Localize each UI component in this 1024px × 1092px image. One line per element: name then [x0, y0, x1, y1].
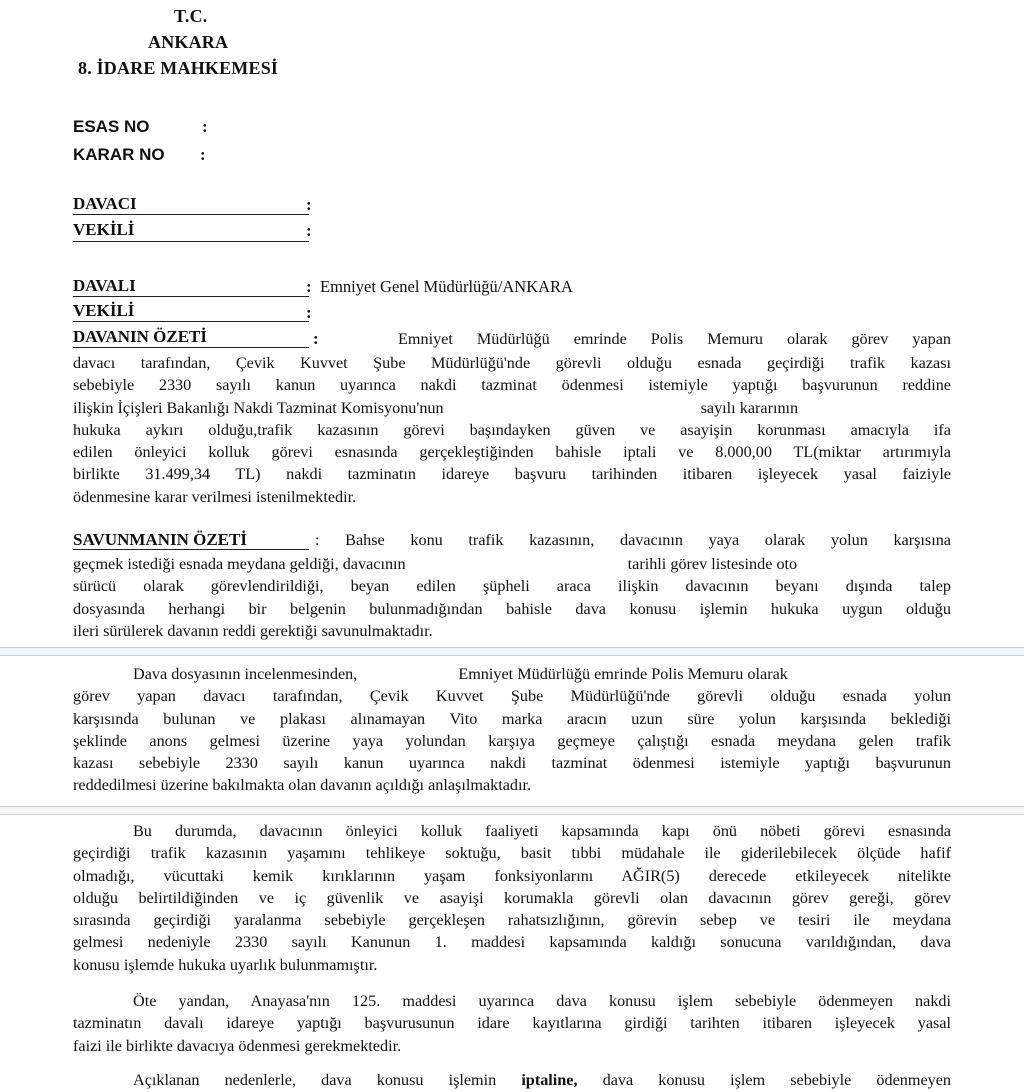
esas-no-colon: : — [202, 117, 208, 136]
defense-line: ileri sürülerek davanın reddi gerektiği savunulmaktadır. — [73, 621, 433, 640]
davaci-label: DAVACI — [73, 194, 137, 213]
summary-line: sebebiyle 2330 sayılı kanun uyarınca nakdi tazminat ödenmesi istemiyle yaptığı başvurunun reddine — [73, 376, 951, 395]
conclusion-bold: iptaline, — [521, 1071, 578, 1089]
davaci-underline — [73, 214, 309, 215]
page-separator — [0, 806, 1024, 815]
review-body — [73, 663, 951, 797]
interest-line: faizi ile birlikte davacıya ödenmesi gerekmektedir. — [73, 1036, 402, 1055]
defense-label: SAVUNMANIN ÖZETİ — [73, 530, 247, 549]
review-line-part: Emniyet Müdürlüğü emrinde Polis Memuru olarak — [458, 665, 788, 683]
reasoning-line: sırasında geçirdiği yaralanma sebebiyle gerçekleşen rahatsızlığının, görevin sebep ve tesiri ile meydana — [73, 911, 951, 930]
vekili-underline — [73, 241, 309, 242]
summary-body — [73, 352, 951, 508]
conclusion-post: dava konusu işlem sebebiyle ödenmeyen — [602, 1071, 952, 1089]
davaci-colon: : — [306, 195, 312, 214]
court-name: 8. İDARE MAHKEMESİ — [78, 58, 279, 78]
interest-body — [73, 990, 951, 1057]
defense-line-with-gap — [73, 553, 951, 575]
conclusion-body — [73, 1069, 951, 1091]
header-city: ANKARA — [148, 32, 229, 52]
summary-line-part: ilişkin İçişleri Bakanlığı Nakdi Tazminat Komisyonu'nun — [73, 398, 444, 417]
defense-first-line: : Bahse konu trafik kazasının, davacının yaya olarak yolun karşısına — [315, 531, 951, 549]
interest-line: Öte yandan, Anayasa'nın 125. maddesi uyarınca dava konusu işlem sebebiyle ödenmeyen nakdi — [133, 992, 951, 1010]
vekili-colon: : — [306, 221, 312, 240]
summary-line: ödenmesine karar verilmesi istenilmektedir. — [73, 487, 357, 506]
reasoning-line: Bu durumda, davacının önleyici kolluk faaliyeti kapsamında kapı önü nöbeti görevi esnasında — [133, 822, 951, 840]
reasoning-line: gelmesi nedeniyle 2330 sayılı Kanunun 1. maddesi kapsamında kaldığı sonucuna varıldığından, dava — [73, 933, 951, 952]
vekili-label: VEKİLİ — [73, 220, 135, 239]
review-line: görev yapan davacı tarafından, Çevik Kuvvet Şube Müdürlüğü'nde görevli olduğu esnada yolun — [73, 687, 951, 706]
review-line: kazası sebebiyle 2330 sayılı kanun uyarınca nakdi tazminat ödenmesi istemiyle yaptığı başvurunun — [73, 754, 951, 773]
summary-line-part: sayılı kararının — [700, 398, 799, 417]
summary-line-with-gap — [73, 397, 951, 419]
summary-line: edilen önleyici kolluk görevi esnasında gerçekleştiğinden bahisle iptali ve 8.000,00 TL(miktar artırımıyla — [73, 443, 951, 462]
defense-underline — [73, 549, 309, 550]
page-separator — [0, 647, 1024, 656]
summary-colon: : — [313, 329, 319, 348]
davali-label: DAVALI — [73, 276, 136, 295]
defense-line-part: tarihli görev listesinde oto — [627, 555, 798, 573]
davali-colon: : — [306, 277, 312, 296]
esas-no-label: ESAS NO — [73, 117, 150, 136]
review-line-part: Dava dosyasının incelenmesinden, — [133, 665, 358, 683]
karar-no-colon: : — [200, 145, 206, 164]
review-first-line — [73, 663, 951, 685]
summary-line: hukuka aykırı olduğu,trafik kazasının görevi başındayken güven ve asayişin korunması amacıyla ifa — [73, 420, 951, 439]
reasoning-line: geçirdiği trafik kazasının yaşamını tehlikeye soktuğu, basit tıbbi müdahale ile giderilebilecek ölçüde hafif — [73, 844, 951, 863]
summary-underline — [73, 347, 309, 348]
defense-line-part: geçmek istediği esnada meydana geldiği, davacının — [73, 555, 406, 573]
davali-underline — [73, 296, 309, 297]
header-tc: T.C. — [174, 6, 208, 26]
karar-no-label: KARAR NO — [73, 145, 165, 164]
review-line: şeklinde anons gelmesi üzerine yaya yolundan karşıya geçmeye çalıştığı esnada meydana gelen trafik — [73, 731, 951, 750]
reasoning-line: olduğu belirtildiğinden ve iç güvenlik ve asayişi korumakla görevli olan davacının görev gereği, görev — [73, 888, 951, 907]
summary-label: DAVANIN ÖZETİ — [73, 327, 207, 346]
davali-value: Emniyet Genel Müdürlüğü/ANKARA — [320, 277, 573, 296]
interest-line: tazminatın davalı idareye yaptığı başvurusunun idare kayıtlarına girdiği tarihten itibaren işleyecek yasal — [73, 1014, 951, 1033]
summary-line: davacı tarafından, Çevik Kuvvet Şube Müdürlüğü'nde görevli olduğu esnada geçirdiği trafik kazası — [73, 354, 951, 372]
vekili2-label: VEKİLİ — [73, 301, 135, 320]
reasoning-line: olmadığı, vücuttaki kemik kırıklarının yaşam fonksiyonlarını AĞIR(5) derecede etkileyecek nitelikte — [73, 866, 951, 885]
review-line: reddedilmesi üzerine bakılmakta olan davanın açıldığı anlaşılmaktadır. — [73, 776, 532, 795]
reasoning-body — [73, 820, 951, 976]
conclusion-line — [73, 1069, 951, 1091]
defense-line: dosyasında herhangi bir belgenin bulunmadığından bahisle dava konusu işlemin hukuka uygun olduğu — [73, 599, 951, 618]
conclusion-pre: Açıklanan nedenlerle, dava konusu işlemin — [133, 1071, 497, 1089]
reasoning-line: konusu işlemde hukuka uyarlık bulunmamıştır. — [73, 955, 378, 974]
summary-line: birlikte 31.499,34 TL) nakdi tazminatın idareye başvuru tarihinden itibaren işleyecek yasal faiziyle — [73, 465, 951, 484]
defense-line: sürücü olarak görevlendirildiği, beyan edilen şüpheli araca ilişkin davacının beyanı dışında talep — [73, 577, 951, 596]
summary-first-line: Emniyet Müdürlüğü emrinde Polis Memuru olarak görev yapan — [398, 330, 951, 348]
vekili2-underline — [73, 321, 309, 322]
vekili2-colon: : — [306, 303, 312, 322]
defense-body — [73, 553, 951, 642]
review-line: karşısında bulunan ve plakası alınamayan Vito marka aracın uzun süre yolun karşısında beklediği — [73, 709, 951, 728]
